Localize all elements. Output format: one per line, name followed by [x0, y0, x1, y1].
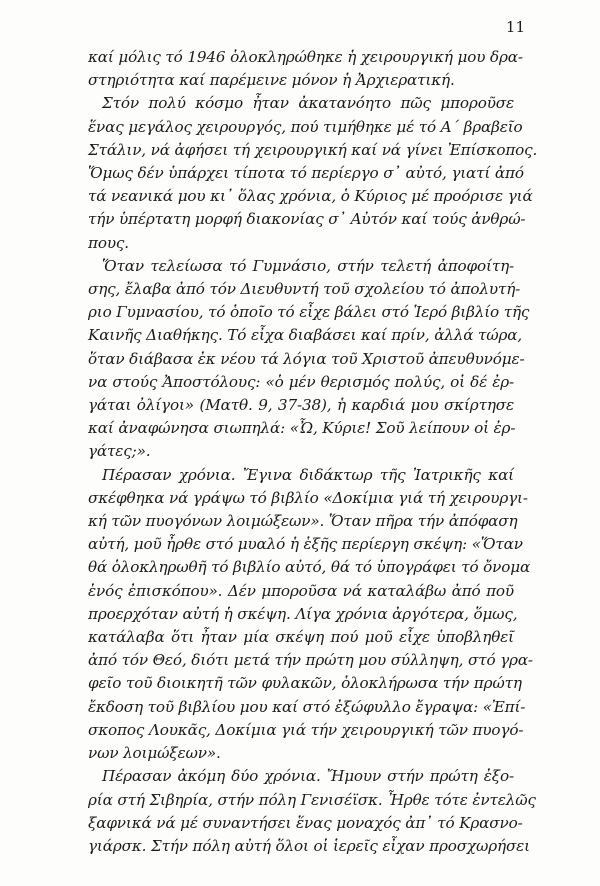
text-line: στηριότητα καί παρέμεινε μόνον ἡ Ἀρχιερατική.	[88, 71, 455, 90]
text-line: προερχόταν αὐτή ἡ σκέψη. Λίγα χρόνια ἀργότερα, ὅμως,	[88, 604, 518, 623]
text-line: ἀπό τόν Θεό, διότι μετά τήν πρώτη μου σύλληψη, στό γρα-	[88, 651, 533, 670]
text-line: νων λοιμώξεων».	[88, 744, 221, 763]
text-line: να στούς Ἀποστόλους: «ὁ μέν θερισμός πολύς, οἱ δέ ἐρ-	[88, 372, 514, 391]
text-line: ὅταν διάβασα ἐκ νέου τά λόγια τοῦ Χριστοῦ ἀπευθυνόμε-	[88, 349, 525, 368]
text-line: γάτες;».	[88, 442, 151, 461]
text-line: γάται ὀλίγοι» (Ματθ. 9, 37-38), ἡ καρδιά μου σκίρτησε	[88, 396, 514, 415]
text-line: Καινῆς Διαθήκης. Τό εἶχα διαβάσει καί πρίν, ἀλλά τώρα,	[88, 326, 523, 345]
text-line: τήν ὑπέρτατη μορφή διακονίας σ᾽ Αὐτόν καί τούς ἀνθρώ-	[88, 210, 526, 229]
text-line: αὐτή, μοῦ ἦρθε στό μυαλό ἡ ἑξῆς περίεργη σκέψη: «Ὅταν	[88, 535, 523, 554]
page-number: 11	[505, 18, 525, 36]
text-line: ξαφνικά νά μέ συναντήσει ἕνας μοναχός ἀπ᾽ τό Κρασνο-	[88, 813, 523, 832]
text-line: ἕνας μεγάλος χειρουργός, πού τιμήθηκε μέ τό Α΄ βραβεῖο	[88, 117, 523, 136]
text-line: Πέρασαν χρόνια. Ἔγινα διδάκτωρ τῆς Ἰατρικῆς καί	[102, 465, 514, 484]
text-line: γιάρσκ. Στήν πόλη αὐτή ὅλοι οἱ ἱερεῖς εἶχαν προσχωρήσει	[88, 836, 530, 855]
body-text	[88, 46, 538, 858]
text-line: Πέρασαν ἀκόμη δύο χρόνια. Ἤμουν στήν πρώτη ἐξο-	[102, 767, 514, 786]
text-line: κή τῶν πυογόνων λοιμώξεων». Ὅταν πῆρα τήν ἀπόφαση	[88, 512, 518, 531]
text-line: καί μόλις τό 1946 ὁλοκληρώθηκε ἡ χειρουργική μου δρα-	[88, 48, 523, 66]
text-line: κατάλαβα ὅτι ἦταν μία σκέψη πού μοῦ εἶχε ὑποβληθεῖ	[88, 628, 514, 647]
text-line: σκοπος Λουκᾶς, Δοκίμια γιά τήν χειρουργική τῶν πυογό-	[88, 720, 524, 739]
text-line: σης, ἔλαβα ἀπό τόν Διευθυντή τοῦ σχολείου τό ἀπολυτή-	[88, 280, 521, 299]
text-line: ρία στή Σιβηρία, στήν πόλη Γενισέϊσκ. Ἦρθε τότε ἐντελῶς	[88, 790, 536, 809]
text-line: Ὅμως δέν ὑπάρχει τίποτα τό περίεργο σ᾽ αὐτό, γιατί ἀπό	[88, 164, 524, 183]
text-line: φεῖο τοῦ διοικητῆ τῶν φυλακῶν, ὁλοκλήρωσα τήν πρώτη	[88, 674, 522, 693]
text-line: Στάλιν, νά ἀφήσει τή χειρουργική καί νά γίνει Ἐπίσκοπος.	[88, 140, 538, 159]
text-line: Στόν πολύ κόσμο ἦταν ἀκατανόητο πῶς μποροῦσε	[102, 94, 514, 113]
text-line: ἔκδοση τοῦ βιβλίου μου καί στό ἐξώφυλλο ἔγραψα: «Ἐπί-	[88, 697, 526, 716]
text-line: θά ὁλοκληρωθῆ τό βιβλίο αὐτό, θά τό ὑπογράφει τό ὄνομα	[88, 558, 531, 577]
text-line: σκέφθηκα νά γράψω τό βιβλίο «Δοκίμια γιά τή χειρουργι-	[88, 488, 528, 507]
text-line: ριο Γυμνασίου, τό ὁποῖο τό εἶχε βάλει στό Ἱερό βιβλίο τῆς	[88, 303, 530, 322]
text-line: ἑνός ἐπισκόπου». Δέν μποροῦσα νά καταλάβω ἀπό ποῦ	[88, 581, 514, 600]
text-line: τά νεανικά μου κι᾽ ὅλας χρόνια, ὁ Κύριος μέ προόρισε γιά	[88, 187, 533, 206]
text-line: Ὅταν τελείωσα τό Γυμνάσιο, στήν τελετή ἀποφοίτη-	[102, 256, 514, 275]
text-line: πους.	[88, 233, 129, 252]
text-line: καί ἀναφώνησα σιωπηλά: «Ὦ, Κύριε! Σοῦ λείπουν οἱ ἐρ-	[88, 419, 516, 438]
